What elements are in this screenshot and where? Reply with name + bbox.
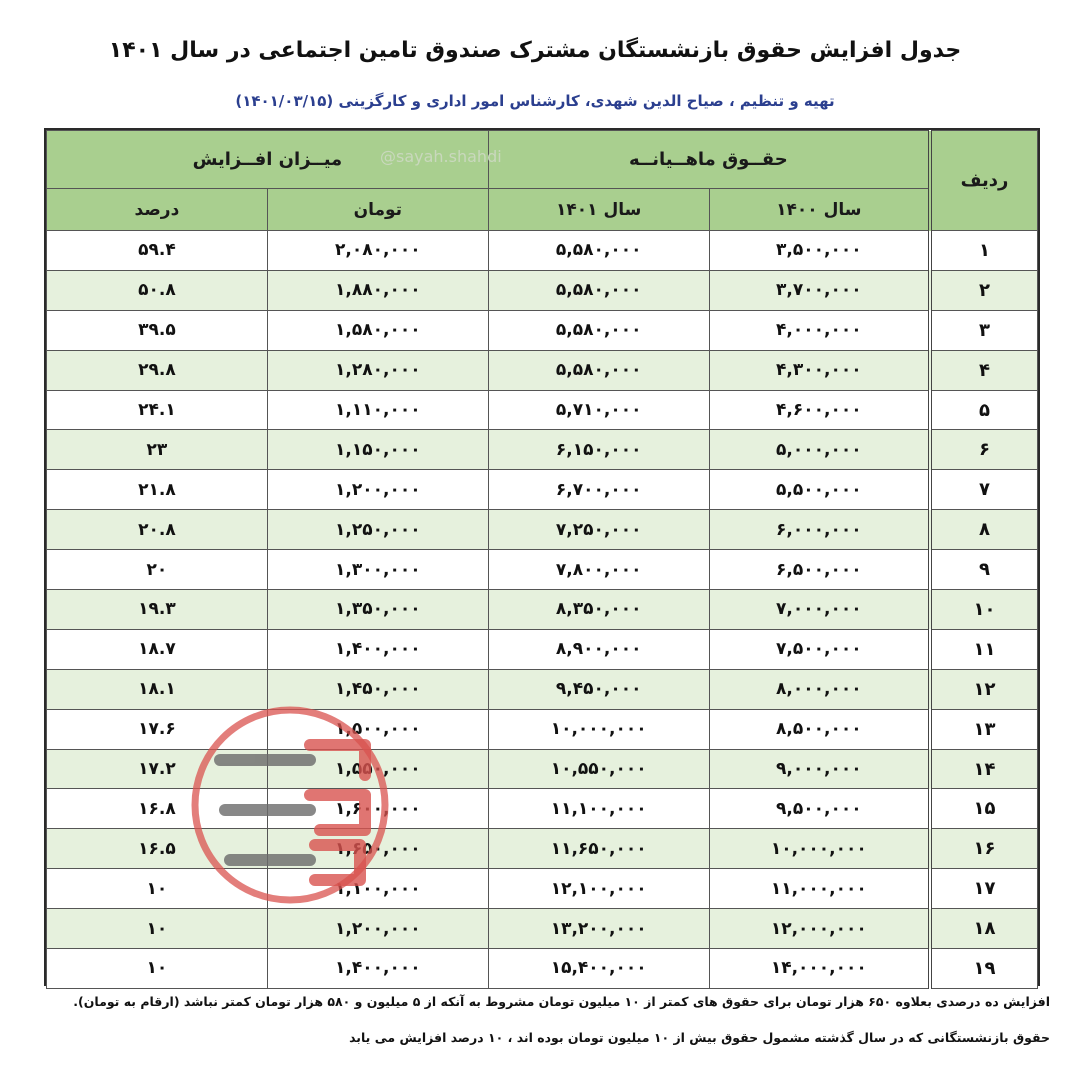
salary-table xyxy=(46,130,1038,989)
salary-1401-cell: ۹,۴۵۰,۰۰۰ xyxy=(488,669,709,709)
increase-percent-cell: ۲۰ xyxy=(47,550,268,590)
row-number-cell: ۱۱ xyxy=(930,629,1038,669)
increase-percent-cell: ۲۹.۸ xyxy=(47,350,268,390)
row-number-cell: ۷ xyxy=(930,470,1038,510)
increase-percent-cell: ۱۰ xyxy=(47,949,268,989)
header-increase-amount: میــزان افــزایش xyxy=(47,131,489,189)
salary-1401-cell: ۵,۵۸۰,۰۰۰ xyxy=(488,350,709,390)
salary-1400-cell: ۱۲,۰۰۰,۰۰۰ xyxy=(709,909,930,949)
increase-percent-cell: ۳۹.۵ xyxy=(47,310,268,350)
salary-1401-cell: ۱۱,۱۰۰,۰۰۰ xyxy=(488,789,709,829)
salary-1400-cell: ۶,۰۰۰,۰۰۰ xyxy=(709,510,930,550)
footnote-1: افزایش ده درصدی بعلاوه ۶۵۰ هزار تومان برای حقوق های کمتر از ۱۰ میلیون تومان مشروط به آنکه از ۵ میلیون و ۵۸۰ هزار تومان کمتر نباشد (ارقام به تومان). xyxy=(73,994,1050,1009)
increase-toman-cell: ۱,۱۵۰,۰۰۰ xyxy=(267,430,488,470)
salary-1400-cell: ۱۱,۰۰۰,۰۰۰ xyxy=(709,869,930,909)
salary-1400-cell: ۹,۵۰۰,۰۰۰ xyxy=(709,789,930,829)
footnote-2: حقوق بازنشستگانی که در سال گذشته مشمول حقوق بیش از ۱۰ میلیون تومان بوده اند ، ۱۰ درصد افزایش می یابد xyxy=(349,1030,1050,1045)
increase-toman-cell: ۱,۲۰۰,۰۰۰ xyxy=(267,470,488,510)
increase-toman-cell: ۱,۴۰۰,۰۰۰ xyxy=(267,629,488,669)
increase-percent-cell: ۱۹.۳ xyxy=(47,590,268,630)
increase-percent-cell: ۲۳ xyxy=(47,430,268,470)
table-row xyxy=(47,829,1038,869)
salary-table-body xyxy=(47,231,1038,989)
row-number-cell: ۹ xyxy=(930,550,1038,590)
header-year-1401: سال ۱۴۰۱ xyxy=(488,189,709,231)
salary-1400-cell: ۷,۵۰۰,۰۰۰ xyxy=(709,629,930,669)
table-row xyxy=(47,909,1038,949)
increase-toman-cell: ۲,۰۸۰,۰۰۰ xyxy=(267,231,488,271)
row-number-cell: ۱۳ xyxy=(930,709,1038,749)
table-row xyxy=(47,949,1038,989)
row-number-cell: ۱۵ xyxy=(930,789,1038,829)
salary-1400-cell: ۵,۰۰۰,۰۰۰ xyxy=(709,430,930,470)
increase-toman-cell: ۱,۵۰۰,۰۰۰ xyxy=(267,709,488,749)
increase-toman-cell: ۱,۸۸۰,۰۰۰ xyxy=(267,270,488,310)
row-number-cell: ۵ xyxy=(930,390,1038,430)
row-number-cell: ۱ xyxy=(930,231,1038,271)
increase-percent-cell: ۲۴.۱ xyxy=(47,390,268,430)
table-row xyxy=(47,629,1038,669)
row-number-cell: ۱۹ xyxy=(930,949,1038,989)
salary-1400-cell: ۹,۰۰۰,۰۰۰ xyxy=(709,749,930,789)
increase-toman-cell: ۱,۶۵۰,۰۰۰ xyxy=(267,829,488,869)
table-row xyxy=(47,390,1038,430)
increase-percent-cell: ۵۰.۸ xyxy=(47,270,268,310)
table-row xyxy=(47,550,1038,590)
table-row xyxy=(47,789,1038,829)
increase-percent-cell: ۱۰ xyxy=(47,909,268,949)
header-toman: تومان xyxy=(267,189,488,231)
salary-1400-cell: ۳,۷۰۰,۰۰۰ xyxy=(709,270,930,310)
table-row xyxy=(47,510,1038,550)
salary-1401-cell: ۷,۸۰۰,۰۰۰ xyxy=(488,550,709,590)
table-row xyxy=(47,231,1038,271)
row-number-cell: ۱۴ xyxy=(930,749,1038,789)
increase-toman-cell: ۱,۱۱۰,۰۰۰ xyxy=(267,390,488,430)
increase-percent-cell: ۲۱.۸ xyxy=(47,470,268,510)
row-number-cell: ۱۶ xyxy=(930,829,1038,869)
table-row xyxy=(47,869,1038,909)
increase-percent-cell: ۱۷.۶ xyxy=(47,709,268,749)
increase-percent-cell: ۵۹.۴ xyxy=(47,231,268,271)
salary-1401-cell: ۸,۹۰۰,۰۰۰ xyxy=(488,629,709,669)
increase-toman-cell: ۱,۴۰۰,۰۰۰ xyxy=(267,949,488,989)
salary-1400-cell: ۳,۵۰۰,۰۰۰ xyxy=(709,231,930,271)
page-title: جدول افزایش حقوق بازنشستگان مشترک صندوق تامین اجتماعی در سال ۱۴۰۱ xyxy=(108,38,962,63)
table-row xyxy=(47,470,1038,510)
row-number-cell: ۶ xyxy=(930,430,1038,470)
salary-1401-cell: ۷,۲۵۰,۰۰۰ xyxy=(488,510,709,550)
row-number-cell: ۱۸ xyxy=(930,909,1038,949)
increase-toman-cell: ۱,۱۰۰,۰۰۰ xyxy=(267,869,488,909)
increase-toman-cell: ۱,۳۵۰,۰۰۰ xyxy=(267,590,488,630)
increase-toman-cell: ۱,۲۰۰,۰۰۰ xyxy=(267,909,488,949)
salary-1400-cell: ۵,۵۰۰,۰۰۰ xyxy=(709,470,930,510)
salary-1400-cell: ۸,۰۰۰,۰۰۰ xyxy=(709,669,930,709)
table-row xyxy=(47,709,1038,749)
salary-1401-cell: ۶,۱۵۰,۰۰۰ xyxy=(488,430,709,470)
salary-1401-cell: ۵,۵۸۰,۰۰۰ xyxy=(488,231,709,271)
row-number-cell: ۱۰ xyxy=(930,590,1038,630)
row-number-cell: ۱۷ xyxy=(930,869,1038,909)
row-number-cell: ۱۲ xyxy=(930,669,1038,709)
salary-1401-cell: ۱۰,۰۰۰,۰۰۰ xyxy=(488,709,709,749)
header-year-1400: سال ۱۴۰۰ xyxy=(709,189,930,231)
increase-percent-cell: ۱۷.۲ xyxy=(47,749,268,789)
increase-toman-cell: ۱,۲۸۰,۰۰۰ xyxy=(267,350,488,390)
table-row xyxy=(47,310,1038,350)
page-subtitle: تهیه و تنظیم ، صیاح الدین شهدی، کارشناس امور اداری و کارگزینی (۱۴۰۱/۰۳/۱۵) xyxy=(235,92,835,110)
salary-1400-cell: ۷,۰۰۰,۰۰۰ xyxy=(709,590,930,630)
row-number-cell: ۲ xyxy=(930,270,1038,310)
salary-1400-cell: ۸,۵۰۰,۰۰۰ xyxy=(709,709,930,749)
salary-1401-cell: ۱۰,۵۵۰,۰۰۰ xyxy=(488,749,709,789)
salary-1400-cell: ۱۴,۰۰۰,۰۰۰ xyxy=(709,949,930,989)
increase-toman-cell: ۱,۵۸۰,۰۰۰ xyxy=(267,310,488,350)
header-monthly-salary: حقــوق ماهــیانــه xyxy=(488,131,930,189)
increase-percent-cell: ۱۸.۷ xyxy=(47,629,268,669)
increase-percent-cell: ۱۸.۱ xyxy=(47,669,268,709)
salary-1401-cell: ۸,۳۵۰,۰۰۰ xyxy=(488,590,709,630)
row-number-cell: ۳ xyxy=(930,310,1038,350)
salary-1401-cell: ۱۳,۲۰۰,۰۰۰ xyxy=(488,909,709,949)
table-row xyxy=(47,590,1038,630)
increase-toman-cell: ۱,۶۰۰,۰۰۰ xyxy=(267,789,488,829)
increase-toman-cell: ۱,۴۵۰,۰۰۰ xyxy=(267,669,488,709)
row-number-cell: ۴ xyxy=(930,350,1038,390)
increase-percent-cell: ۱۶.۸ xyxy=(47,789,268,829)
header-percent: درصد xyxy=(47,189,268,231)
header-row-number: ردیف xyxy=(930,131,1038,231)
table-row xyxy=(47,270,1038,310)
increase-percent-cell: ۱۶.۵ xyxy=(47,829,268,869)
salary-1400-cell: ۴,۶۰۰,۰۰۰ xyxy=(709,390,930,430)
salary-1401-cell: ۱۲,۱۰۰,۰۰۰ xyxy=(488,869,709,909)
salary-1401-cell: ۵,۷۱۰,۰۰۰ xyxy=(488,390,709,430)
salary-1401-cell: ۱۵,۴۰۰,۰۰۰ xyxy=(488,949,709,989)
salary-1400-cell: ۶,۵۰۰,۰۰۰ xyxy=(709,550,930,590)
salary-1401-cell: ۱۱,۶۵۰,۰۰۰ xyxy=(488,829,709,869)
salary-1401-cell: ۵,۵۸۰,۰۰۰ xyxy=(488,310,709,350)
increase-percent-cell: ۱۰ xyxy=(47,869,268,909)
watermark-handle: @sayah.shahdi xyxy=(380,147,502,166)
salary-1400-cell: ۱۰,۰۰۰,۰۰۰ xyxy=(709,829,930,869)
salary-table-container xyxy=(44,128,1040,986)
increase-toman-cell: ۱,۳۰۰,۰۰۰ xyxy=(267,550,488,590)
table-row xyxy=(47,350,1038,390)
table-row xyxy=(47,669,1038,709)
salary-1401-cell: ۵,۵۸۰,۰۰۰ xyxy=(488,270,709,310)
increase-percent-cell: ۲۰.۸ xyxy=(47,510,268,550)
increase-toman-cell: ۱,۵۵۰,۰۰۰ xyxy=(267,749,488,789)
salary-1401-cell: ۶,۷۰۰,۰۰۰ xyxy=(488,470,709,510)
row-number-cell: ۸ xyxy=(930,510,1038,550)
table-row xyxy=(47,749,1038,789)
salary-1400-cell: ۴,۳۰۰,۰۰۰ xyxy=(709,350,930,390)
increase-toman-cell: ۱,۲۵۰,۰۰۰ xyxy=(267,510,488,550)
salary-1400-cell: ۴,۰۰۰,۰۰۰ xyxy=(709,310,930,350)
table-row xyxy=(47,430,1038,470)
